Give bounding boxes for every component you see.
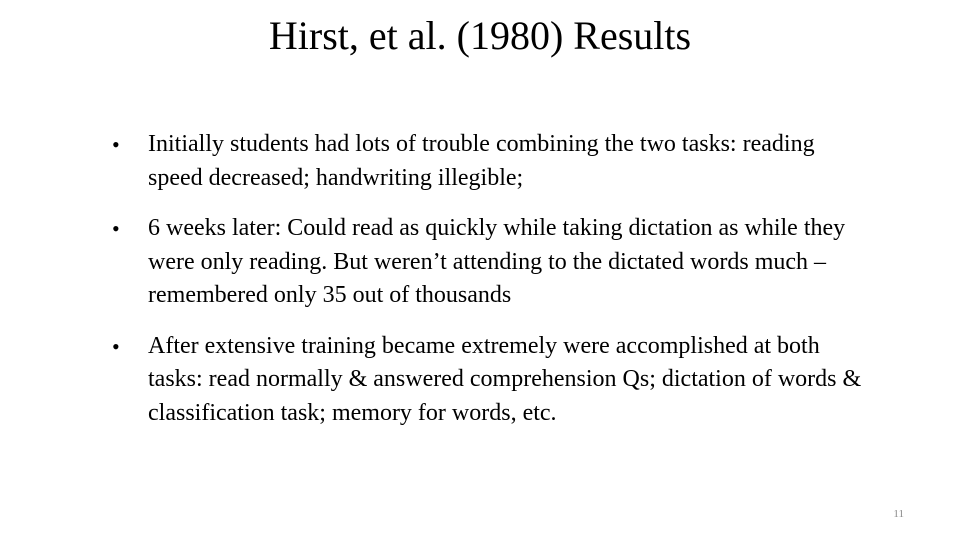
bullet-marker: • (112, 333, 120, 359)
bullet-marker: • (112, 132, 120, 157)
bullet-item-3 (112, 330, 872, 431)
page-number: 11 (893, 508, 904, 520)
bullet-text: 6 weeks later: Could read as quickly while taking dictation as while they were only reading. But weren’t attending to the dictated words much – remembered only 35 out of thousands (148, 215, 846, 308)
slide-title: Hirst, et al. (1980) Results (268, 13, 692, 58)
bullet-text: Initially students had lots of trouble combining the two tasks: reading speed decreased; handwriting illegible; (148, 131, 815, 191)
bullet-marker: • (112, 216, 120, 241)
bullet-item-2 (112, 212, 872, 313)
bullet-item-1 (112, 128, 872, 195)
bullet-list (112, 128, 872, 447)
bullet-text: After extensive training became extremely were accomplished at both tasks: read normally & answered comprehension Qs; dictation of words & classification task; memory for words, etc. (148, 332, 862, 426)
